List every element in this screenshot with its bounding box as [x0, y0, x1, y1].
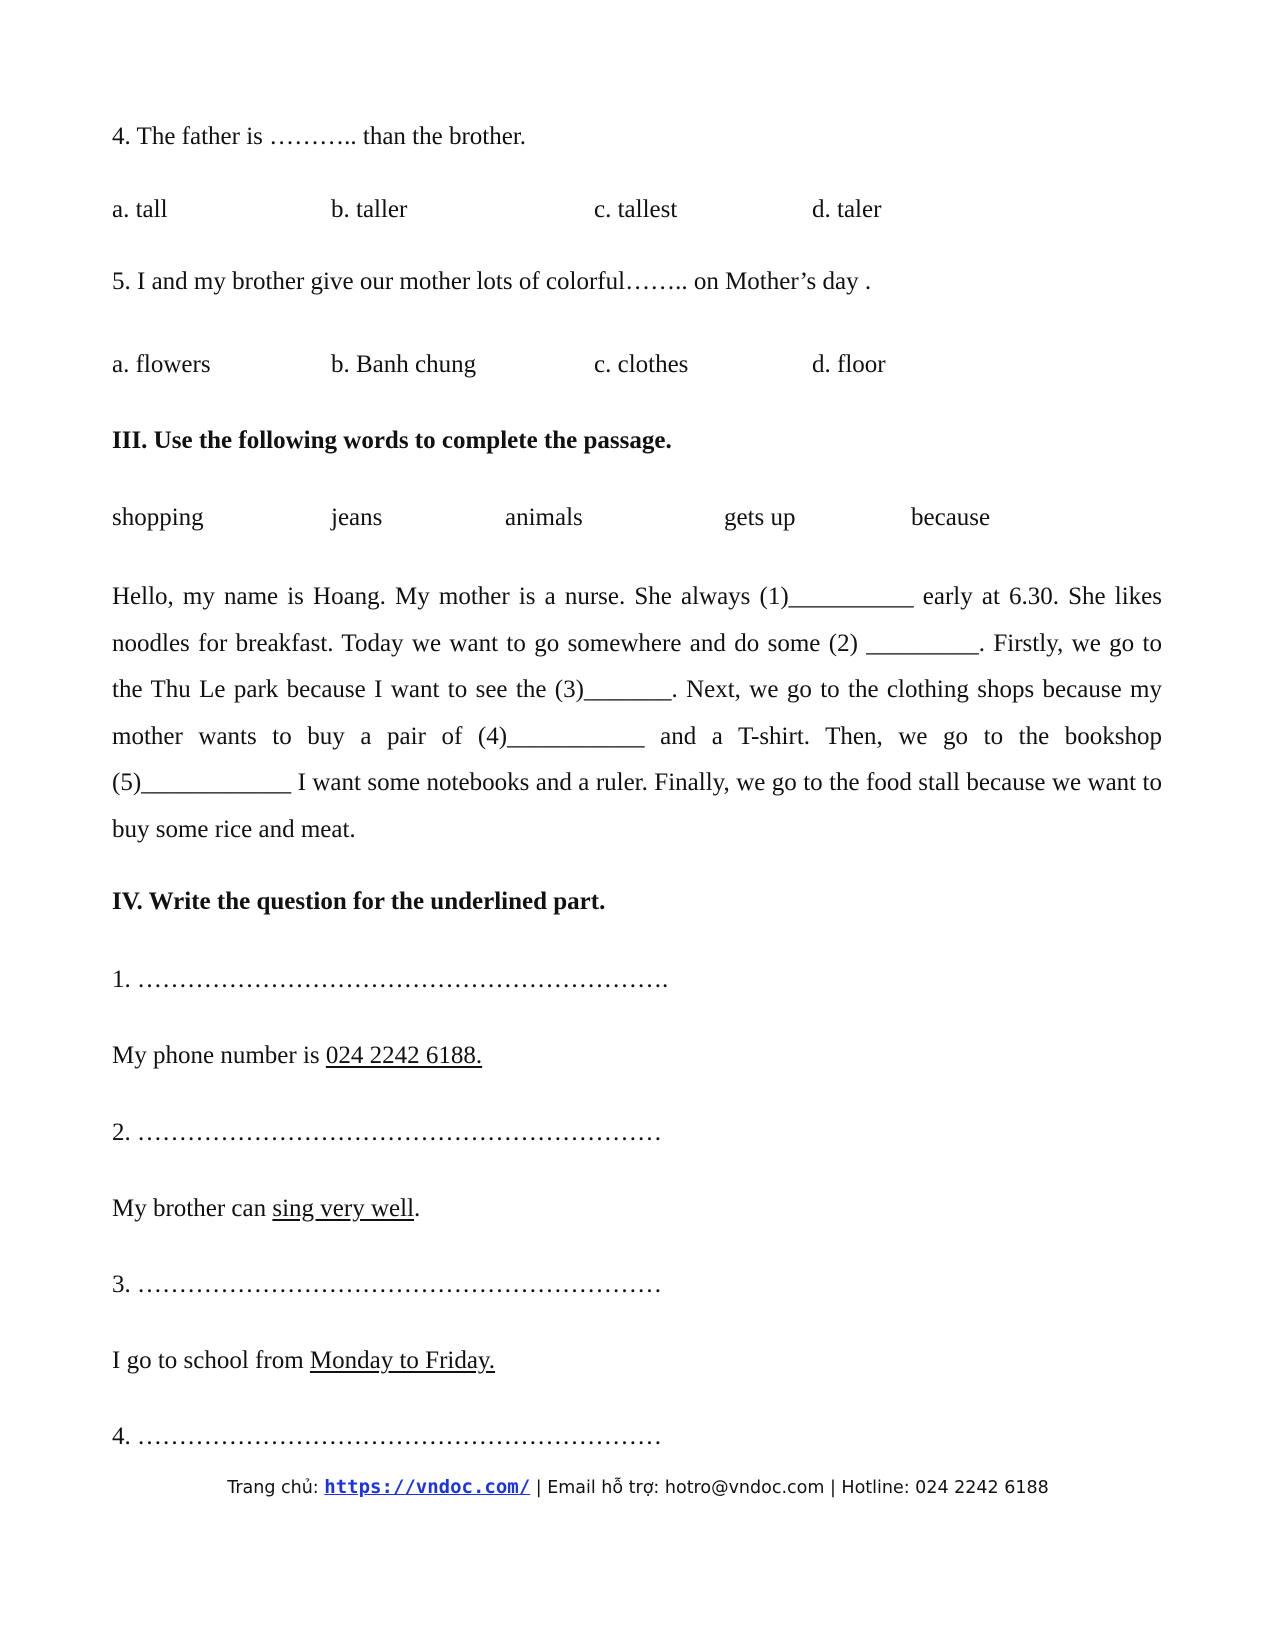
- question-5-option-c: c. clothes: [594, 351, 689, 378]
- underlined-part: sing very well: [272, 1195, 415, 1222]
- question-5-option-a: a. flowers: [112, 351, 211, 378]
- question-4-option-d: d. taler: [812, 196, 882, 223]
- question-4-option-b: b. taller: [331, 196, 408, 223]
- prompt-sentence-3: I go to school from Monday to Friday.: [112, 1347, 496, 1374]
- word-bank-item: shopping: [112, 504, 204, 531]
- question-4-option-a: a. tall: [112, 196, 168, 223]
- answer-line-3: 3. ………………………………………………………: [112, 1271, 662, 1298]
- question-4-option-c: c. tallest: [594, 196, 678, 223]
- prompt-sentence-2: My brother can sing very well.: [112, 1195, 421, 1222]
- homepage-link[interactable]: https://vndoc.com/: [324, 1476, 531, 1498]
- passage-paragraph: Hello, my name is Hoang. My mother is a nurse. She always (1)__________ early at 6.30. She likes noodles for breakfast. Today we want to go somewhere and do some (2) _________. Firstly, we go to the Thu Le park because I want to see the (3)_______. Next, we go to the clothing shops because my mother wants to buy a pair of (4)___________ and a T-shirt. Then, we go to the bookshop (5)____________ I want some notebooks and a ruler. Finally, we go to the food stall because we want to buy some rice and meat.: [112, 583, 1162, 843]
- question-5-text: 5. I and my brother give our mother lots of colorful…….. on Mother’s day .: [112, 268, 872, 295]
- word-bank-item: jeans: [331, 504, 383, 531]
- underlined-part: 024 2242 6188.: [325, 1042, 483, 1069]
- question-5-option-b: b. Banh chung: [331, 351, 477, 378]
- underlined-part: Monday to Friday.: [309, 1347, 496, 1374]
- section-4-heading: IV. Write the question for the underlined part.: [112, 888, 606, 915]
- word-bank-item: because: [911, 504, 991, 531]
- question-4-text: 4. The father is ……….. than the brother.: [112, 123, 527, 150]
- question-5-option-d: d. floor: [812, 351, 886, 378]
- word-bank-item: gets up: [724, 504, 796, 531]
- section-3-heading: III. Use the following words to complete the passage.: [112, 427, 672, 454]
- answer-line-1: 1. ……………………………………………………….: [112, 966, 669, 993]
- page-footer: Trang chủ: https://vndoc.com/ | Email hỗ trợ: hotro@vndoc.com | Hotline: 024 2242 6188: [227, 1476, 1049, 1498]
- word-bank-item: animals: [505, 504, 583, 531]
- answer-line-2: 2. ………………………………………………………: [112, 1119, 662, 1146]
- answer-line-4: 4. ………………………………………………………: [112, 1423, 662, 1450]
- prompt-sentence-1: My phone number is 024 2242 6188.: [112, 1042, 483, 1069]
